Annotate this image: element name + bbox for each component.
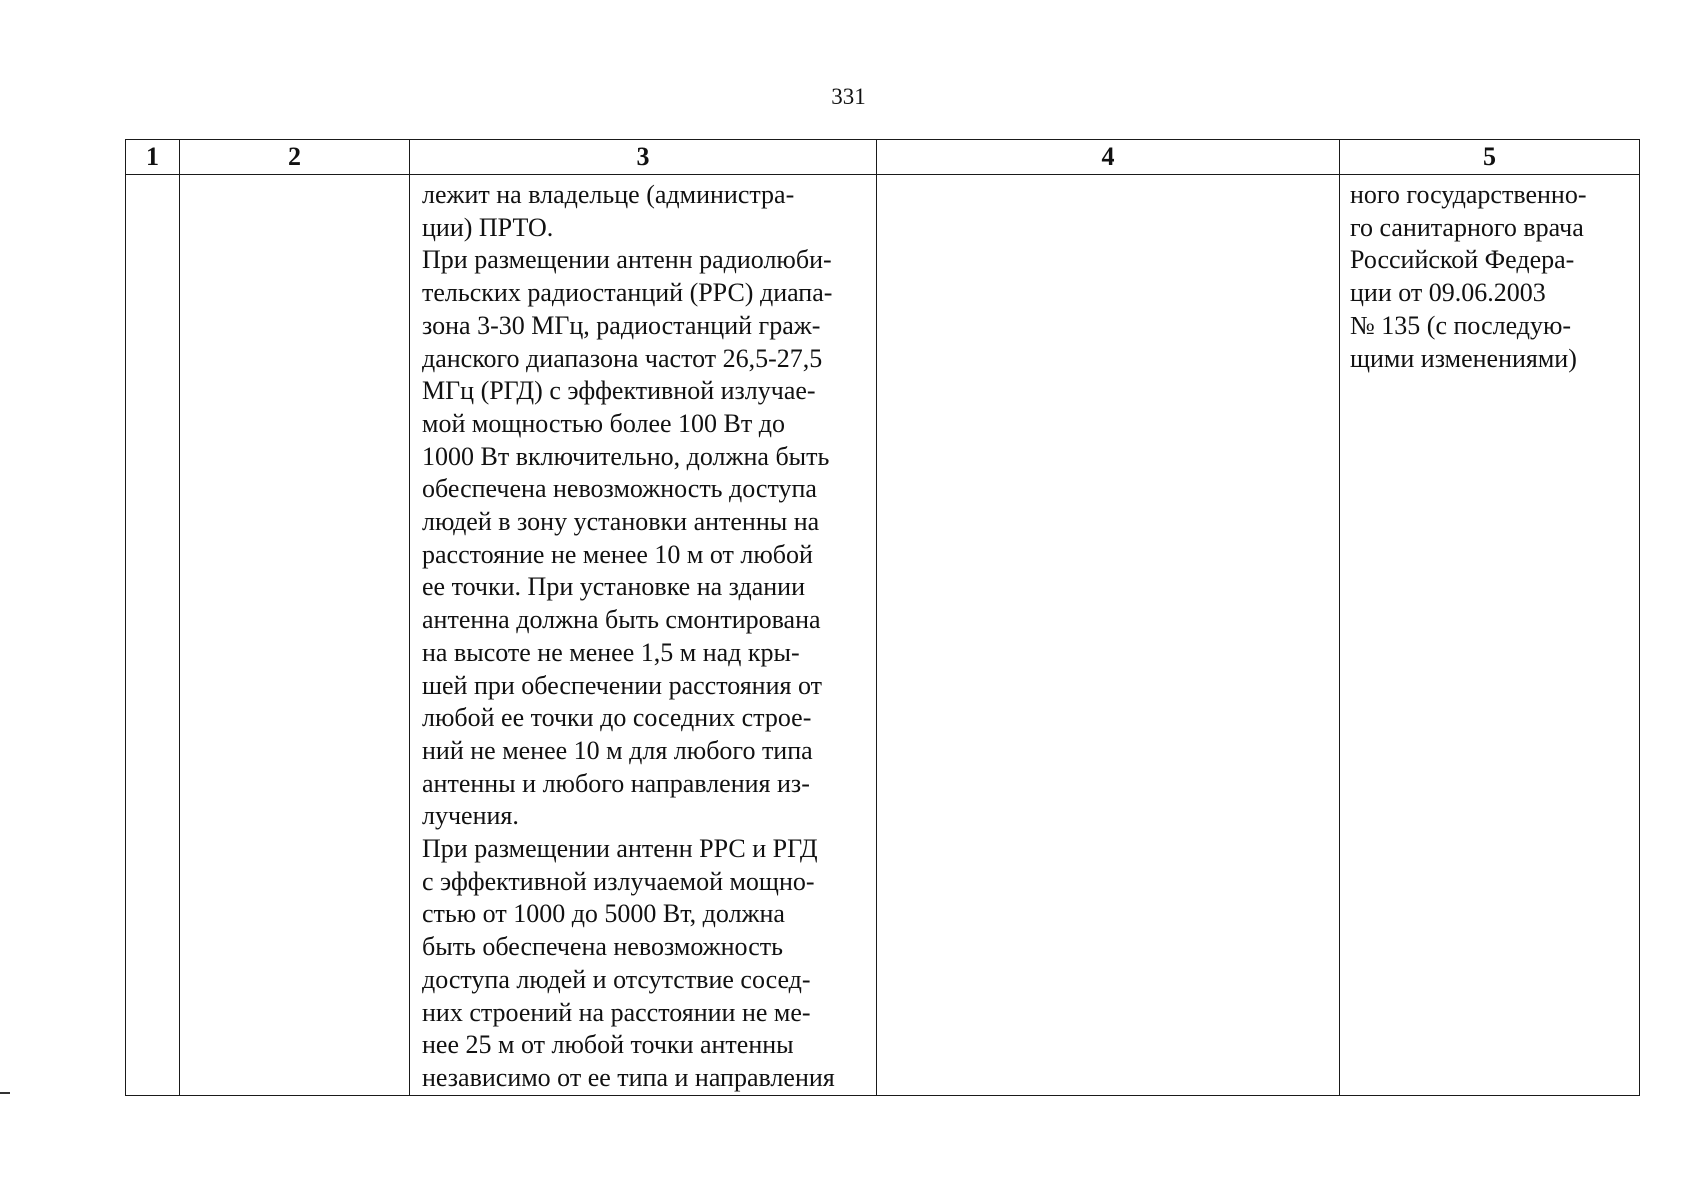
requirements-text [410,175,876,1095]
cell-col-2 [180,175,410,1096]
column-header-3: 3 [410,140,877,175]
page-number: 331 [831,84,866,109]
column-header-4: 4 [877,140,1340,175]
cell-col-5 [1340,175,1640,1096]
paragraph: При размещении антенн РРС и РГД с эффективной излучаемой мощно- стью от 1000 до 5000 Вт, должна быть обеспечена невозможность доступа людей и отсутствие сосед- них строений на расстоянии не ме- нее 25 м от любой точки антенны независимо от ее типа и направления [422,834,835,1092]
table-row [126,175,1640,1096]
column-header-2: 2 [180,140,410,175]
column-header-1: 1 [126,140,180,175]
regulation-reference-text: ного государственно- го санитарного врача Российской Федера- ции от 09.06.2003 № 135 (с последую- щими изменениями) [1350,180,1587,373]
cell-col-4 [877,175,1340,1096]
cell-col-1 [126,175,180,1096]
paragraph: лежит на владельце (администра- ции) ПРТО. [422,180,795,242]
header-row [126,140,1640,175]
cell-col-3 [410,175,877,1096]
paragraph: При размещении антенн радиолюби- тельских радиостанций (РРС) диапа- зона 3-30 МГц, радиостанций граж- данского диапазона частот 26,5-27,5 МГц (РГД) с эффективной излучае- мой мощностью более 100 Вт до 1000 Вт включительно, должна быть обеспечена невозможность доступа людей в зону установки антенны на расстояние не менее 10 м от любой ее точки. При установке на здании антенна должна быть смонтирована на высоте не менее 1,5 м над кры- шей при обеспечении расстояния от любой ее точки до соседних строе- ний не менее 10 м для любого типа антенны и любого направления из- лучения. [422,245,833,831]
regulation-table [125,139,1640,1096]
margin-mark [0,1092,10,1094]
column-header-5: 5 [1340,140,1640,175]
